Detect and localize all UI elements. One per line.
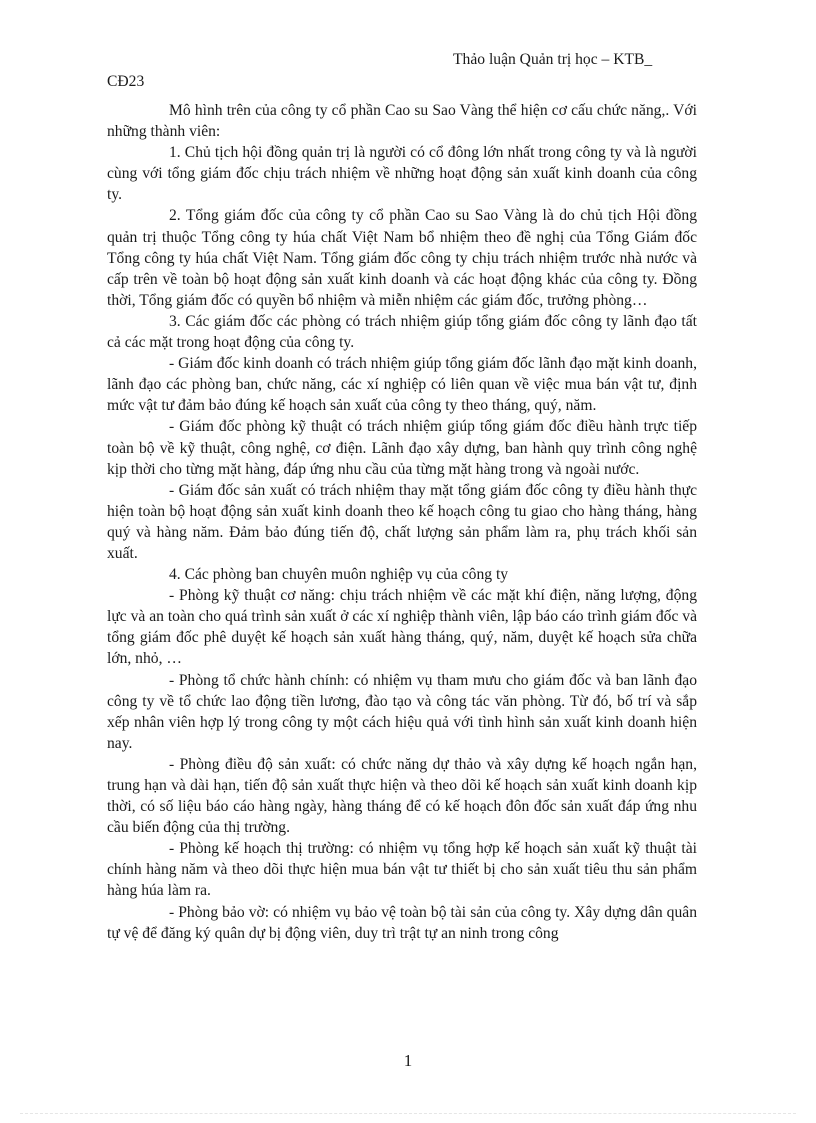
document-body [107,100,697,944]
paragraph: 1. Chủ tịch hội đồng quản trị là người có cổ đông lớn nhất trong công ty và là người cùng với tổng giám đốc chịu trách nhiệm về những hoạt động sản xuất kinh doanh của công ty. [107,144,697,204]
page-number: 1 [403,1051,413,1070]
paragraph: - Phòng bảo vờ: có nhiệm vụ bảo vệ toàn bộ tài sản của công ty. Xây dựng dân quân tự vệ để đăng ký quân dự bị động viên, duy trì trật tự an ninh trong công [107,903,697,942]
paragraph: - Giám đốc sản xuất có trách nhiệm thay mặt tổng giám đốc công ty điều hành thực hiện toàn bộ hoạt động sản xuất kinh doanh theo kế hoạch công tu giao cho hàng tháng, hàng quý và hàng năm. Đảm bảo đúng tiến độ, chất lượng sản phẩm làm ra, phụ trách khối sản xuất. [107,481,697,562]
paragraph: 3. Các giám đốc các phòng có trách nhiệm giúp tổng giám đốc công ty lãnh đạo tất cả các mặt trong hoạt động của công ty. [107,312,697,352]
paragraph: 2. Tổng giám đốc của công ty cổ phần Cao su Sao Vàng là do chủ tịch Hội đồng quản trị thuộc Tổng công ty húa chất Việt Nam bổ nhiệm theo đề nghị của Tổng Giám đốc Tổng công ty húa chất Việt Nam. Tổng giám đốc công ty chịu trách nhiệm trước nhà nước và cấp trên về toàn bộ hoạt động sản xuất kinh doanh và các hoạt động khác của công ty. Đồng thời, Tổng giám đốc có quyền bổ nhiệm và miễn nhiệm các giám đốc, trưởng phòng… [107,207,697,309]
paragraph: - Giám đốc kinh doanh có trách nhiệm giúp tổng giám đốc lãnh đạo mặt kinh doanh, lãnh đạo các phòng ban, chức năng, các xí nghiệp có liên quan về việc mua bán vật tư, định mức vật tư đảm bảo đúng kế hoạch sản xuất của công ty theo tháng, quý, năm. [107,355,697,415]
page-bottom-divider [20,1113,796,1114]
paragraph: - Phòng điều độ sản xuất: có chức năng dự thảo và xây dựng kế hoạch ngắn hạn, trung hạn và dài hạn, tiến độ sản xuất thực hiện và theo dõi kế hoạch sản xuất kinh doanh kịp thời, có số liệu báo cáo hàng ngày, hàng tháng để có kế hoạch đôn đốc sản xuất đáp ứng nhu cầu biến động của thị trường. [107,755,697,837]
paragraph: 4. Các phòng ban chuyên muôn nghiệp vụ của công ty [169,566,509,584]
paragraph: Mô hình trên của công ty cổ phần Cao su Sao Vàng thể hiện cơ cấu chức năng,. Với những thành viên: [107,102,697,141]
paragraph: - Phòng tổ chức hành chính: có nhiệm vụ tham mưu cho giám đốc và ban lãnh đạo công ty về tổ chức lao động tiền lương, đào tạo và công tác văn phòng. Từ đó, bố trí và sắp xếp nhân viên hợp lý trong công ty một cách hiệu quả với tình hình sản xuất kinh doanh hiện nay. [107,671,697,752]
header-title: Thảo luận Quản trị học – KTB_ [453,51,653,68]
header-class-code: CĐ23 [107,73,145,90]
paragraph: - Phòng kế hoạch thị trường: có nhiệm vụ tổng hợp kế hoạch sản xuất kỹ thuật tài chính hàng năm và theo dõi thực hiện mua bán vật tư thiết bị cho sản xuất tiêu thu sản phẩm hàng húa làm ra. [107,840,697,900]
paragraph: - Giám đốc phòng kỹ thuật có trách nhiệm giúp tổng giám đốc điều hành trực tiếp toàn bộ về kỹ thuật, công nghệ, cơ điện. Lãnh đạo xây dựng, ban hành quy trình công nghệ kịp thời cho từng mặt hàng, đáp ứng nhu cầu của từng mặt hàng trong và ngoài nước. [107,418,697,478]
paragraph: - Phòng kỹ thuật cơ năng: chịu trách nhiệm về các mặt khí điện, năng lượng, động lực và an toàn cho quá trình sản xuất ở các xí nghiệp thành viên, lập báo cáo trình giám đốc và tổng giám đốc phê duyệt kế hoạch sản xuất hàng tháng, quý, năm, duyệt kế hoạch sửa chữa lớn, nhỏ, … [107,587,698,668]
